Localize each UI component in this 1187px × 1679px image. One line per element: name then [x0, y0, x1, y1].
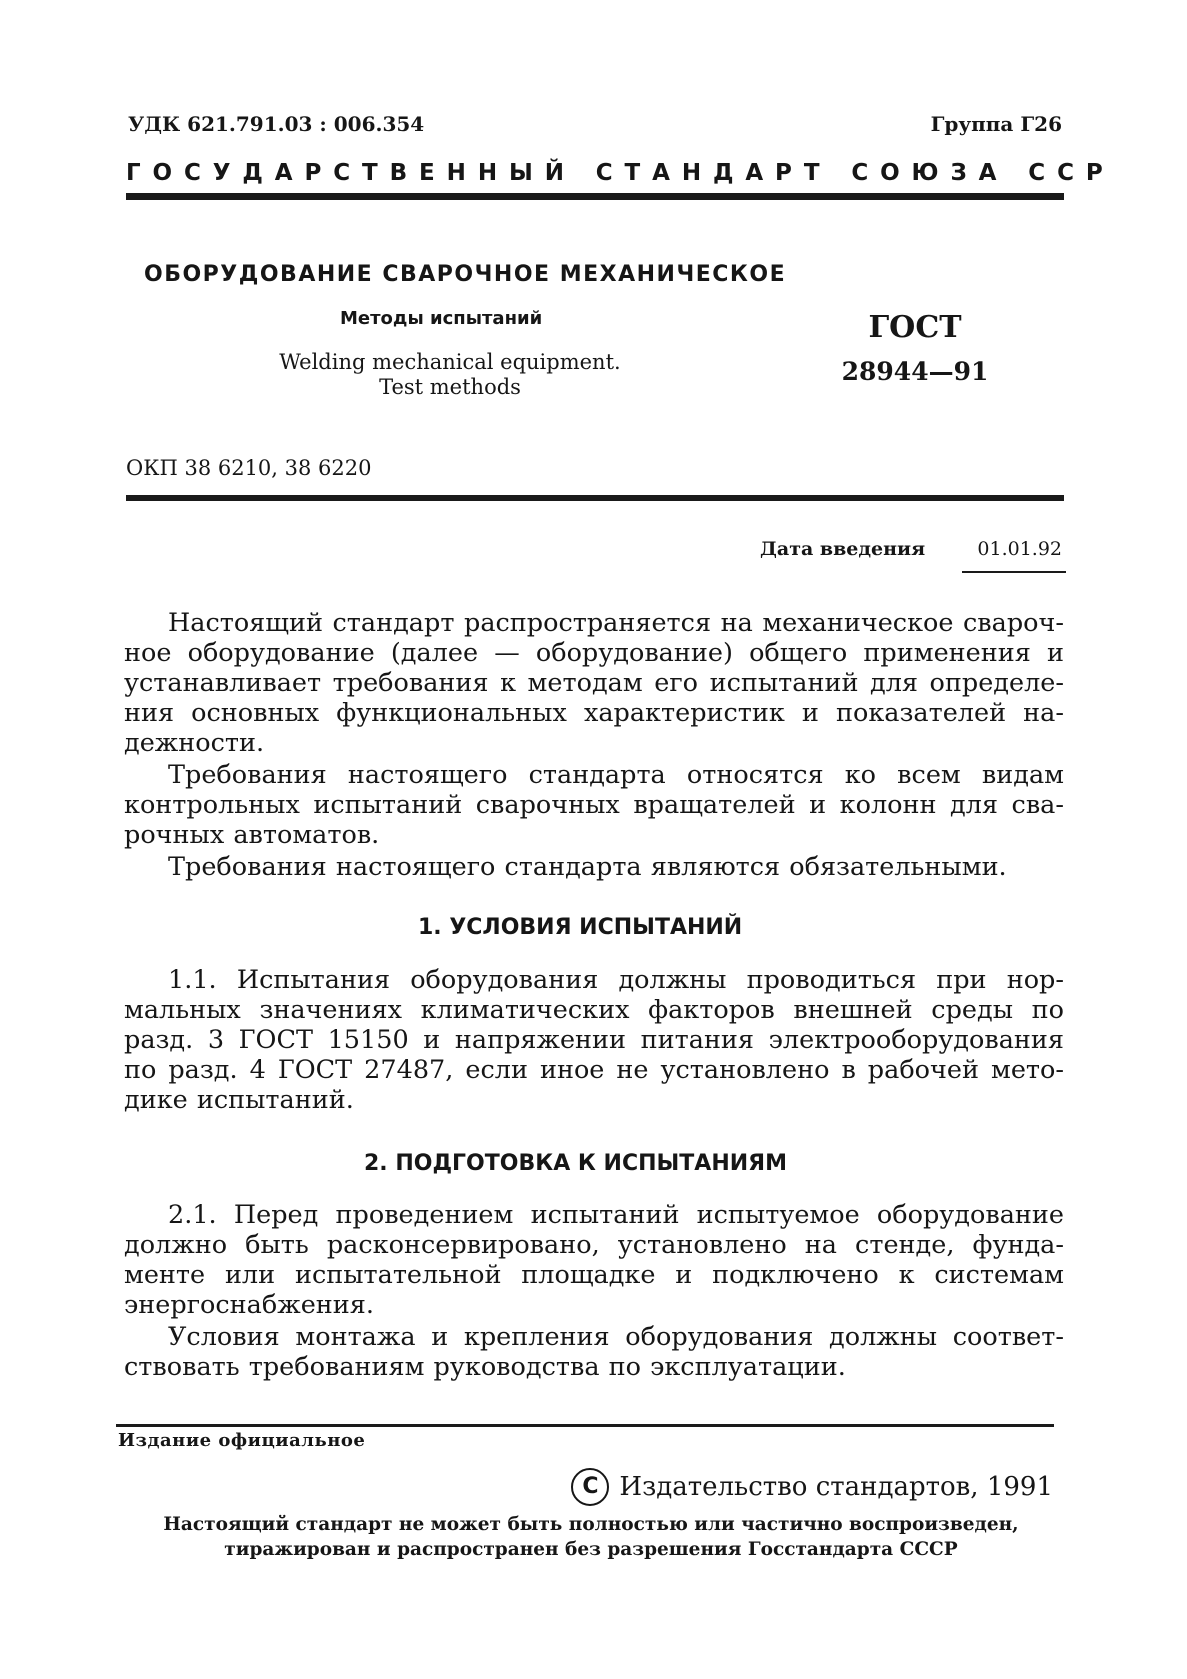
text-line: контрольных испытаний сварочных вращателей и колонн для сва-: [124, 790, 1064, 820]
text-line: Требования настоящего стандарта относятся ко всем видам: [168, 760, 1064, 790]
text-line: разд. 3 ГОСТ 15150 и напряжении питания электрооборудования: [124, 1025, 1064, 1055]
text-line: менте или испытательной площадке и подключено к системам: [124, 1260, 1064, 1290]
top-rule: [126, 193, 1064, 200]
text-line: дике испытаний.: [124, 1085, 354, 1115]
text-line: ствовать требованиям руководства по эксплуатации.: [124, 1352, 846, 1382]
edition-label: Издание официальное: [118, 1430, 366, 1451]
text-line: Условия монтажа и крепления оборудования должны соответ-: [168, 1322, 1064, 1352]
text-line: 1.1. Испытания оборудования должны проводиться при нор-: [168, 965, 1064, 995]
intro-paragraph-2: [124, 760, 1064, 850]
text-line: дежности.: [124, 728, 265, 758]
english-title-line-2: Test methods: [379, 375, 521, 399]
text-line: энергоснабжения.: [124, 1290, 374, 1320]
date-underline: [962, 571, 1066, 573]
clause-2-1-continued: [124, 1322, 1064, 1382]
text-line: по разд. 4 ГОСТ 27487, если иное не установлено в рабочей мето-: [124, 1055, 1064, 1085]
gost-label: ГОСТ: [868, 310, 962, 345]
copyright-line: [571, 1468, 1053, 1506]
date-value: 01.01.92: [977, 538, 1062, 560]
okp-code: ОКП 38 6210, 38 6220: [126, 456, 372, 480]
text-line: устанавливает требования к методам его испытаний для определе-: [124, 668, 1064, 698]
text-line: ное оборудование (далее — оборудование) общего применения и: [124, 638, 1064, 668]
clause-2-1: [124, 1200, 1064, 1320]
text-line: Требования настоящего стандарта являются обязательными.: [168, 852, 1007, 882]
copyright-icon: C: [571, 1468, 609, 1506]
intro-paragraph-1: [124, 608, 1064, 758]
middle-rule: [126, 495, 1064, 501]
gost-designation: [840, 308, 990, 392]
english-title: [260, 350, 640, 400]
english-title-line-1: Welding mechanical equipment.: [279, 350, 621, 374]
copyright-text: Издательство стандартов, 1991: [619, 1472, 1053, 1502]
clause-1-1: [124, 965, 1064, 1115]
text-line: должно быть расконсервировано, установлено на стенде, фунда-: [124, 1230, 1064, 1260]
section-1-heading: 1. УСЛОВИЯ ИСПЫТАНИЙ: [418, 915, 743, 940]
text-line: рочных автоматов.: [124, 820, 380, 850]
intro-paragraph-3: [124, 852, 1064, 882]
text-line: ния основных функциональных характеристик и показателей на-: [124, 698, 1064, 728]
text-line: 2.1. Перед проведением испытаний испытуемое оборудование: [168, 1200, 1064, 1230]
text-line: мальных значениях климатических факторов внешней среды по: [124, 995, 1064, 1025]
section-2-heading: 2. ПОДГОТОВКА К ИСПЫТАНИЯМ: [364, 1151, 787, 1176]
gost-number: 28944—91: [841, 357, 989, 386]
footer-rule: [116, 1424, 1054, 1427]
state-standard-heading: ГОСУДАРСТВЕННЫЙ СТАНДАРТ СОЮЗА ССР: [126, 160, 1115, 186]
document-title: ОБОРУДОВАНИЕ СВАРОЧНОЕ МЕХАНИЧЕСКОЕ: [144, 262, 787, 287]
udk-code: УДК 621.791.03 : 006.354: [128, 112, 425, 136]
notice-line-1: Настоящий стандарт не может быть полностью или частично воспроизведен,: [163, 1514, 1019, 1535]
date-label: Дата введения: [760, 538, 926, 560]
document-subtitle: Методы испытаний: [340, 308, 543, 329]
notice-line-2: тиражирован и распространен без разрешения Госстандарта СССР: [224, 1539, 958, 1560]
reproduction-notice: [120, 1512, 1062, 1562]
group-code: Группа Г26: [930, 112, 1062, 136]
text-line: Настоящий стандарт распространяется на механическое свароч-: [168, 608, 1064, 638]
